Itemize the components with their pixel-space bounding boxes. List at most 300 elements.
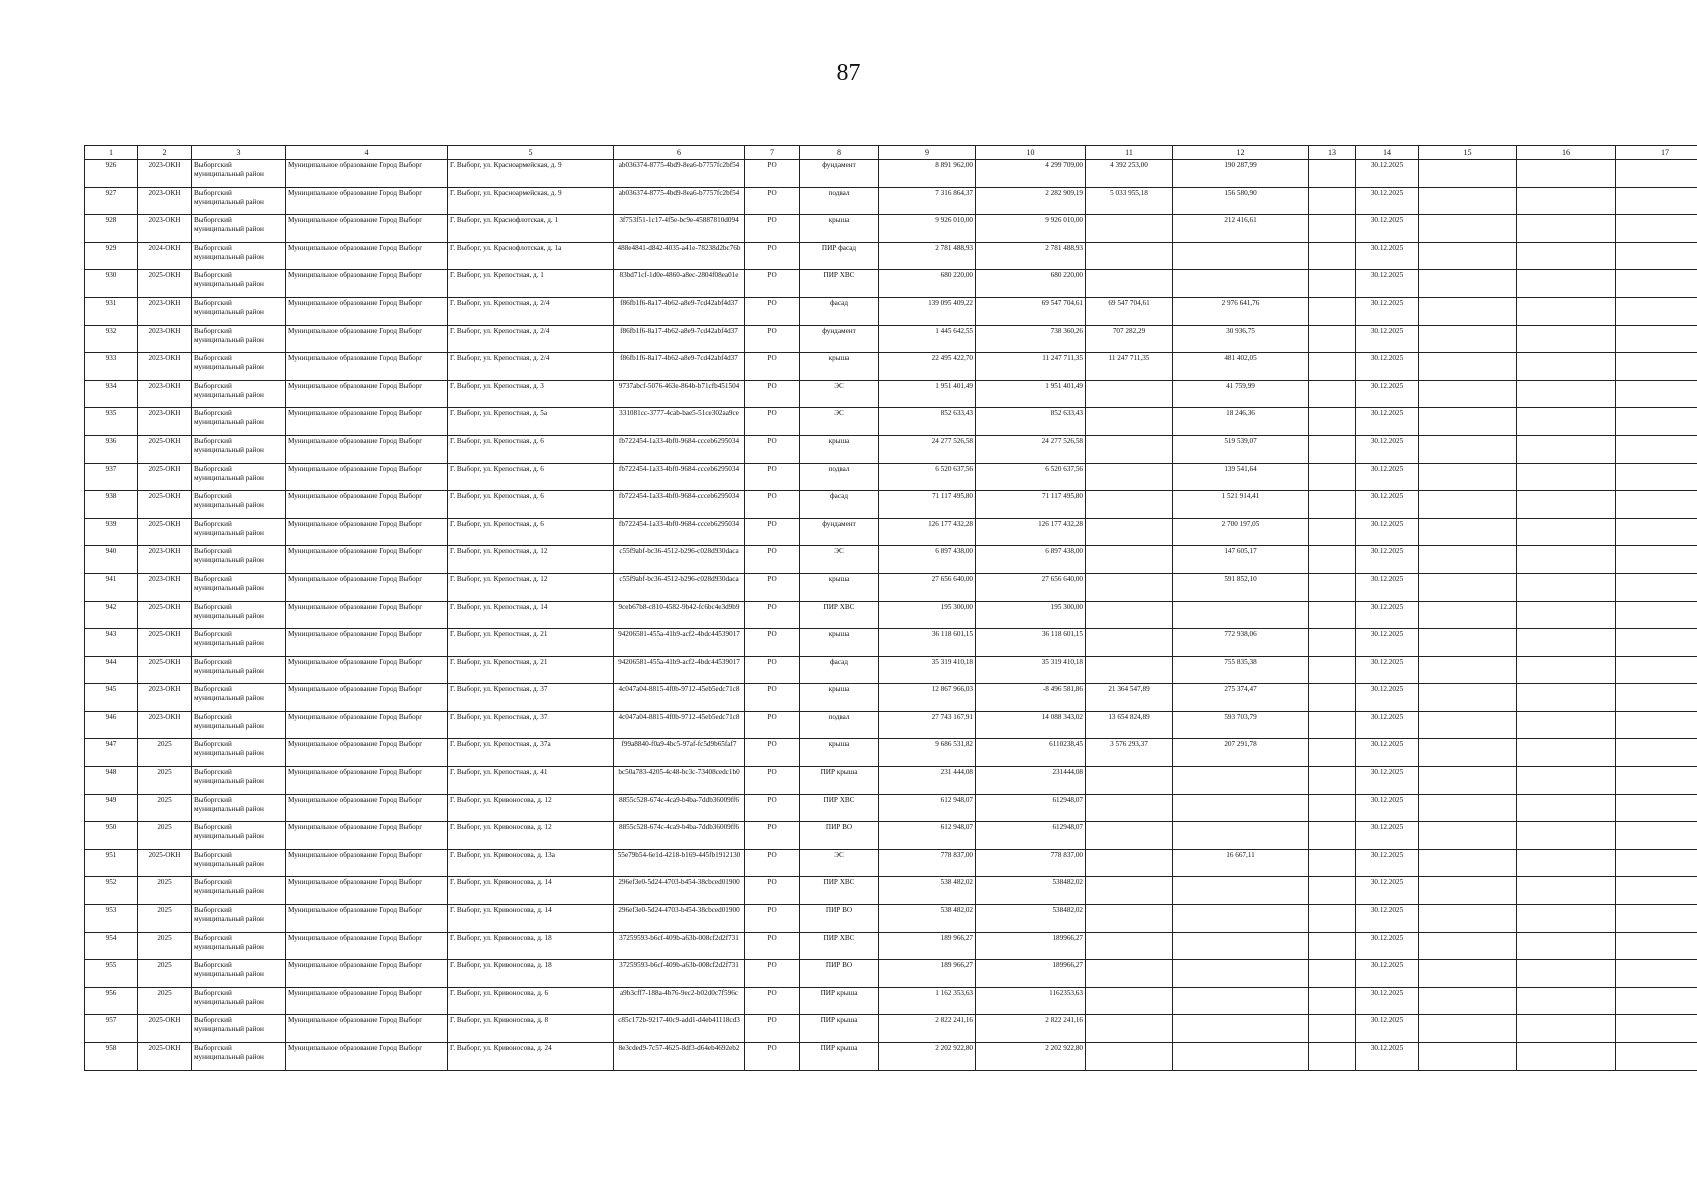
cell-house-guid: 9ceb67b8-c810-4582-9b42-fc6bc4e3d9b9 (614, 601, 745, 629)
cell-col-17 (1616, 187, 1697, 215)
cell-deadline-date: 30.12.2025 (1356, 905, 1419, 933)
cell-house-guid: 9737abcf-5076-463e-864b-b71cfb451504 (614, 380, 745, 408)
cell-funding-type: РО (745, 601, 800, 629)
cell-total-cost: 2 781 488,93 (879, 242, 976, 270)
cell-program-year: 2023-ОКН (138, 187, 192, 215)
cell-deadline-date: 30.12.2025 (1356, 794, 1419, 822)
cell-cost-col-10: 11 247 711,35 (976, 353, 1086, 381)
cell-funding-type: РО (745, 932, 800, 960)
cell-cost-col-12 (1173, 1043, 1309, 1071)
cell-col-13 (1309, 767, 1356, 795)
cell-row-number: 932 (85, 325, 138, 353)
cell-col-17 (1616, 849, 1697, 877)
cell-district: Выборгский муниципальный район (192, 380, 286, 408)
cell-col-16 (1517, 822, 1616, 850)
cell-cost-col-11 (1086, 1043, 1173, 1071)
cell-municipality: Муниципальное образование Город Выборг (286, 711, 448, 739)
cell-total-cost: 6 897 438,00 (879, 546, 976, 574)
cell-row-number: 944 (85, 656, 138, 684)
table-row (85, 1015, 1697, 1043)
cell-work-type: фундамент (800, 160, 879, 188)
cell-cost-col-11 (1086, 408, 1173, 436)
cell-deadline-date: 30.12.2025 (1356, 932, 1419, 960)
cell-deadline-date: 30.12.2025 (1356, 215, 1419, 243)
cell-cost-col-10: 2 781 488,93 (976, 242, 1086, 270)
cell-cost-col-10: 2 282 909,19 (976, 187, 1086, 215)
cell-row-number: 952 (85, 877, 138, 905)
cell-col-17 (1616, 160, 1697, 188)
cell-col-16 (1517, 739, 1616, 767)
cell-col-15 (1419, 822, 1517, 850)
cell-total-cost: 1 445 642,55 (879, 325, 976, 353)
cell-work-type: ЭС (800, 408, 879, 436)
cell-col-16 (1517, 160, 1616, 188)
cell-program-year: 2025-ОКН (138, 270, 192, 298)
cell-cost-col-10: 9 926 010,00 (976, 215, 1086, 243)
column-header-14: 14 (1356, 146, 1419, 160)
cell-col-17 (1616, 325, 1697, 353)
cell-col-15 (1419, 242, 1517, 270)
cell-address: Г. Выборг, ул. Крепостная, д. 14 (448, 601, 614, 629)
cell-cost-col-11 (1086, 242, 1173, 270)
column-header-6: 6 (614, 146, 745, 160)
cell-address: Г. Выборг, ул. Кривоносова, д. 12 (448, 822, 614, 850)
cell-program-year: 2025 (138, 767, 192, 795)
cell-cost-col-12 (1173, 601, 1309, 629)
cell-cost-col-11 (1086, 518, 1173, 546)
cell-cost-col-11 (1086, 905, 1173, 933)
cell-total-cost: 231 444,08 (879, 767, 976, 795)
cell-col-16 (1517, 767, 1616, 795)
cell-col-15 (1419, 325, 1517, 353)
cell-deadline-date: 30.12.2025 (1356, 684, 1419, 712)
column-header-3: 3 (192, 146, 286, 160)
cell-col-13 (1309, 546, 1356, 574)
cell-cost-col-10: 189966,27 (976, 960, 1086, 988)
cell-total-cost: 189 966,27 (879, 960, 976, 988)
cell-municipality: Муниципальное образование Город Выборг (286, 463, 448, 491)
cell-district: Выборгский муниципальный район (192, 270, 286, 298)
cell-district: Выборгский муниципальный район (192, 518, 286, 546)
cell-row-number: 957 (85, 1015, 138, 1043)
cell-house-guid: c85c172b-9217-40c9-add1-d4eb41118cd3 (614, 1015, 745, 1043)
cell-col-13 (1309, 1015, 1356, 1043)
cell-cost-col-11 (1086, 849, 1173, 877)
cell-municipality: Муниципальное образование Город Выборг (286, 353, 448, 381)
cell-col-16 (1517, 794, 1616, 822)
cell-municipality: Муниципальное образование Город Выборг (286, 629, 448, 657)
cell-program-year: 2025-ОКН (138, 601, 192, 629)
cell-deadline-date: 30.12.2025 (1356, 822, 1419, 850)
cell-cost-col-10: 126 177 432,28 (976, 518, 1086, 546)
cell-col-15 (1419, 353, 1517, 381)
cell-address: Г. Выборг, ул. Кривоносова, д. 14 (448, 905, 614, 933)
cell-cost-col-12: 16 667,11 (1173, 849, 1309, 877)
cell-district: Выборгский муниципальный район (192, 325, 286, 353)
cell-col-17 (1616, 353, 1697, 381)
cell-cost-col-10: 612948,07 (976, 822, 1086, 850)
cell-cost-col-12: 18 246,36 (1173, 408, 1309, 436)
cell-funding-type: РО (745, 380, 800, 408)
cell-program-year: 2025 (138, 960, 192, 988)
cell-work-type: ПИР ВО (800, 822, 879, 850)
cell-deadline-date: 30.12.2025 (1356, 353, 1419, 381)
cell-district: Выборгский муниципальный район (192, 932, 286, 960)
table-row (85, 767, 1697, 795)
cell-cost-col-12: 147 605,17 (1173, 546, 1309, 574)
cell-cost-col-10: 71 117 495,80 (976, 491, 1086, 519)
cell-district: Выборгский муниципальный район (192, 1043, 286, 1071)
cell-col-15 (1419, 960, 1517, 988)
cell-program-year: 2025-ОКН (138, 656, 192, 684)
cell-col-15 (1419, 297, 1517, 325)
cell-house-guid: 37259593-b6cf-409b-a63b-008cf2d2f731 (614, 932, 745, 960)
cell-col-15 (1419, 435, 1517, 463)
cell-funding-type: РО (745, 518, 800, 546)
cell-address: Г. Выборг, ул. Крепостная, д. 6 (448, 491, 614, 519)
table-row (85, 629, 1697, 657)
cell-work-type: подвал (800, 463, 879, 491)
cell-work-type: крыша (800, 435, 879, 463)
cell-col-15 (1419, 1043, 1517, 1071)
cell-col-17 (1616, 1043, 1697, 1071)
cell-deadline-date: 30.12.2025 (1356, 960, 1419, 988)
cell-municipality: Муниципальное образование Город Выборг (286, 739, 448, 767)
cell-total-cost: 12 867 966,03 (879, 684, 976, 712)
cell-col-17 (1616, 987, 1697, 1015)
cell-cost-col-11: 4 392 253,00 (1086, 160, 1173, 188)
cell-total-cost: 1 162 353,63 (879, 987, 976, 1015)
cell-cost-col-12: 593 703,79 (1173, 711, 1309, 739)
table-row (85, 960, 1697, 988)
table-row (85, 518, 1697, 546)
cell-district: Выборгский муниципальный район (192, 601, 286, 629)
cell-deadline-date: 30.12.2025 (1356, 546, 1419, 574)
cell-col-13 (1309, 187, 1356, 215)
cell-col-16 (1517, 656, 1616, 684)
cell-program-year: 2023-ОКН (138, 380, 192, 408)
cell-address: Г. Выборг, ул. Крепостная, д. 2/4 (448, 325, 614, 353)
cell-deadline-date: 30.12.2025 (1356, 187, 1419, 215)
cell-col-16 (1517, 849, 1616, 877)
cell-cost-col-10: 778 837,00 (976, 849, 1086, 877)
cell-program-year: 2025 (138, 905, 192, 933)
table-row (85, 270, 1697, 298)
cell-funding-type: РО (745, 463, 800, 491)
cell-address: Г. Выборг, ул. Крепостная, д. 6 (448, 518, 614, 546)
cell-district: Выборгский муниципальный район (192, 353, 286, 381)
cell-col-17 (1616, 491, 1697, 519)
cell-address: Г. Выборг, ул. Крепостная, д. 5а (448, 408, 614, 436)
cell-col-13 (1309, 518, 1356, 546)
cell-district: Выборгский муниципальный район (192, 684, 286, 712)
cell-house-guid: fb722454-1a33-4bf0-9684-ccceb6295034 (614, 491, 745, 519)
cell-row-number: 940 (85, 546, 138, 574)
cell-program-year: 2025-ОКН (138, 629, 192, 657)
table-body (85, 160, 1697, 1071)
cell-cost-col-11 (1086, 629, 1173, 657)
cell-house-guid: 4c047a04-8815-4f0b-9712-45eb5edc71c8 (614, 684, 745, 712)
cell-col-16 (1517, 987, 1616, 1015)
cell-col-13 (1309, 353, 1356, 381)
cell-col-15 (1419, 794, 1517, 822)
column-header-17: 17 (1616, 146, 1697, 160)
cell-deadline-date: 30.12.2025 (1356, 849, 1419, 877)
cell-cost-col-11 (1086, 573, 1173, 601)
cell-funding-type: РО (745, 160, 800, 188)
cell-total-cost: 9 686 531,82 (879, 739, 976, 767)
cell-col-16 (1517, 491, 1616, 519)
cell-col-15 (1419, 546, 1517, 574)
cell-total-cost: 1 951 401,49 (879, 380, 976, 408)
cell-col-13 (1309, 380, 1356, 408)
cell-col-16 (1517, 408, 1616, 436)
cell-cost-col-11: 707 282,29 (1086, 325, 1173, 353)
cell-funding-type: РО (745, 215, 800, 243)
cell-district: Выборгский муниципальный район (192, 711, 286, 739)
cell-total-cost: 36 118 601,15 (879, 629, 976, 657)
cell-district: Выборгский муниципальный район (192, 822, 286, 850)
cell-deadline-date: 30.12.2025 (1356, 297, 1419, 325)
cell-house-guid: f86fb1f6-8a17-4b62-a8e9-7cd42abf4d37 (614, 297, 745, 325)
cell-cost-col-12 (1173, 242, 1309, 270)
cell-row-number: 955 (85, 960, 138, 988)
cell-row-number: 953 (85, 905, 138, 933)
cell-municipality: Муниципальное образование Город Выборг (286, 960, 448, 988)
cell-address: Г. Выборг, ул. Кривоносова, д. 24 (448, 1043, 614, 1071)
cell-total-cost: 71 117 495,80 (879, 491, 976, 519)
cell-house-guid: 4c047a04-8815-4f0b-9712-45eb5edc71c8 (614, 711, 745, 739)
cell-work-type: крыша (800, 353, 879, 381)
cell-district: Выборгский муниципальный район (192, 546, 286, 574)
cell-house-guid: fb722454-1a33-4bf0-9684-ccceb6295034 (614, 518, 745, 546)
cell-row-number: 931 (85, 297, 138, 325)
cell-municipality: Муниципальное образование Город Выборг (286, 435, 448, 463)
cell-col-13 (1309, 573, 1356, 601)
cell-municipality: Муниципальное образование Город Выборг (286, 242, 448, 270)
cell-funding-type: РО (745, 491, 800, 519)
cell-district: Выборгский муниципальный район (192, 160, 286, 188)
cell-address: Г. Выборг, ул. Крепостная, д. 37 (448, 684, 614, 712)
cell-row-number: 937 (85, 463, 138, 491)
cell-address: Г. Выборг, ул. Кривоносова, д. 18 (448, 960, 614, 988)
cell-funding-type: РО (745, 435, 800, 463)
cell-col-17 (1616, 573, 1697, 601)
cell-col-16 (1517, 877, 1616, 905)
cell-col-16 (1517, 960, 1616, 988)
cell-col-13 (1309, 297, 1356, 325)
cell-col-13 (1309, 849, 1356, 877)
cell-cost-col-12 (1173, 905, 1309, 933)
cell-funding-type: РО (745, 1043, 800, 1071)
cell-col-15 (1419, 187, 1517, 215)
cell-col-16 (1517, 1015, 1616, 1043)
table-row (85, 573, 1697, 601)
cell-cost-col-10: 195 300,00 (976, 601, 1086, 629)
cell-address: Г. Выборг, ул. Кривоносова, д. 12 (448, 794, 614, 822)
cell-funding-type: РО (745, 573, 800, 601)
cell-col-13 (1309, 960, 1356, 988)
cell-district: Выборгский муниципальный район (192, 877, 286, 905)
column-header-2: 2 (138, 146, 192, 160)
cell-address: Г. Выборг, ул. Крепостная, д. 41 (448, 767, 614, 795)
cell-municipality: Муниципальное образование Город Выборг (286, 1015, 448, 1043)
cell-cost-col-11 (1086, 1015, 1173, 1043)
cell-house-guid: ab036374-8775-4bd9-8ea6-b7757fc2bf54 (614, 187, 745, 215)
cell-work-type: ПИР ХВС (800, 932, 879, 960)
cell-work-type: ЭС (800, 546, 879, 574)
cell-district: Выборгский муниципальный район (192, 767, 286, 795)
cell-col-15 (1419, 739, 1517, 767)
cell-col-15 (1419, 629, 1517, 657)
cell-program-year: 2023-ОКН (138, 325, 192, 353)
cell-work-type: фасад (800, 491, 879, 519)
cell-cost-col-11 (1086, 822, 1173, 850)
cell-house-guid: 488e4841-d842-4035-a41e-78238d2bc76b (614, 242, 745, 270)
cell-cost-col-11 (1086, 656, 1173, 684)
cell-district: Выборгский муниципальный район (192, 960, 286, 988)
cell-address: Г. Выборг, ул. Кривоносова, д. 13а (448, 849, 614, 877)
cell-cost-col-12: 755 835,38 (1173, 656, 1309, 684)
cell-total-cost: 538 482,02 (879, 905, 976, 933)
cell-cost-col-11 (1086, 380, 1173, 408)
cell-program-year: 2025 (138, 822, 192, 850)
cell-municipality: Муниципальное образование Город Выборг (286, 822, 448, 850)
table-row (85, 684, 1697, 712)
cell-district: Выборгский муниципальный район (192, 794, 286, 822)
cell-work-type: ЭС (800, 380, 879, 408)
cell-row-number: 956 (85, 987, 138, 1015)
cell-house-guid: f86fb1f6-8a17-4b62-a8e9-7cd42abf4d37 (614, 353, 745, 381)
cell-funding-type: РО (745, 408, 800, 436)
cell-deadline-date: 30.12.2025 (1356, 629, 1419, 657)
cell-deadline-date: 30.12.2025 (1356, 518, 1419, 546)
cell-col-16 (1517, 325, 1616, 353)
cell-cost-col-12: 519 539,07 (1173, 435, 1309, 463)
table-row (85, 242, 1697, 270)
cell-work-type: фасад (800, 297, 879, 325)
table-row (85, 711, 1697, 739)
cell-cost-col-11 (1086, 491, 1173, 519)
cell-work-type: ЭС (800, 849, 879, 877)
cell-house-guid: bc50a783-4205-4c48-bc3c-73408cedc1b0 (614, 767, 745, 795)
cell-deadline-date: 30.12.2025 (1356, 160, 1419, 188)
cell-total-cost: 27 743 167,91 (879, 711, 976, 739)
cell-total-cost: 139 095 409,22 (879, 297, 976, 325)
cell-row-number: 927 (85, 187, 138, 215)
cell-col-13 (1309, 877, 1356, 905)
cell-col-17 (1616, 601, 1697, 629)
cell-district: Выборгский муниципальный район (192, 905, 286, 933)
cell-work-type: подвал (800, 187, 879, 215)
cell-cost-col-10: 69 547 704,61 (976, 297, 1086, 325)
cell-cost-col-10: 189966,27 (976, 932, 1086, 960)
cell-district: Выборгский муниципальный район (192, 573, 286, 601)
cell-funding-type: РО (745, 297, 800, 325)
cell-total-cost: 22 495 422,70 (879, 353, 976, 381)
cell-col-17 (1616, 877, 1697, 905)
cell-municipality: Муниципальное образование Город Выборг (286, 849, 448, 877)
cell-col-13 (1309, 684, 1356, 712)
cell-total-cost: 680 220,00 (879, 270, 976, 298)
cell-district: Выборгский муниципальный район (192, 739, 286, 767)
cell-cost-col-10: 231444,08 (976, 767, 1086, 795)
cell-house-guid: 296ef3e0-5d24-4703-b454-38cbced01900 (614, 905, 745, 933)
table-row (85, 877, 1697, 905)
cell-program-year: 2025-ОКН (138, 491, 192, 519)
cell-row-number: 942 (85, 601, 138, 629)
cell-col-13 (1309, 160, 1356, 188)
cell-cost-col-12 (1173, 987, 1309, 1015)
cell-cost-col-10: 538482,02 (976, 905, 1086, 933)
cell-municipality: Муниципальное образование Город Выборг (286, 380, 448, 408)
cell-address: Г. Выборг, ул. Крепостная, д. 2/4 (448, 297, 614, 325)
cell-cost-col-11: 69 547 704,61 (1086, 297, 1173, 325)
cell-funding-type: РО (745, 325, 800, 353)
cell-house-guid: 331081cc-3777-4cab-bae5-51ce302aa9ce (614, 408, 745, 436)
cell-work-type: ПИР крыша (800, 1015, 879, 1043)
cell-house-guid: 94206581-455a-41b9-acf2-4bdc44539017 (614, 656, 745, 684)
cell-municipality: Муниципальное образование Город Выборг (286, 215, 448, 243)
cell-work-type: крыша (800, 215, 879, 243)
cell-col-16 (1517, 711, 1616, 739)
cell-col-13 (1309, 656, 1356, 684)
cell-funding-type: РО (745, 849, 800, 877)
cell-house-guid: 55e79b54-6e1d-4218-b169-445fb1912130 (614, 849, 745, 877)
cell-col-15 (1419, 270, 1517, 298)
cell-address: Г. Выборг, ул. Крепостная, д. 37 (448, 711, 614, 739)
cell-col-15 (1419, 932, 1517, 960)
cell-program-year: 2023-ОКН (138, 684, 192, 712)
table-row (85, 794, 1697, 822)
cell-cost-col-12 (1173, 960, 1309, 988)
cell-municipality: Муниципальное образование Город Выборг (286, 905, 448, 933)
cell-municipality: Муниципальное образование Город Выборг (286, 932, 448, 960)
cell-program-year: 2025 (138, 987, 192, 1015)
cell-row-number: 954 (85, 932, 138, 960)
cell-col-16 (1517, 242, 1616, 270)
cell-municipality: Муниципальное образование Город Выборг (286, 601, 448, 629)
cell-col-16 (1517, 1043, 1616, 1071)
cell-cost-col-10: 6110238,45 (976, 739, 1086, 767)
cell-total-cost: 2 202 922,80 (879, 1043, 976, 1071)
column-header-5: 5 (448, 146, 614, 160)
cell-deadline-date: 30.12.2025 (1356, 325, 1419, 353)
cell-row-number: 943 (85, 629, 138, 657)
cell-funding-type: РО (745, 684, 800, 712)
cell-funding-type: РО (745, 242, 800, 270)
table-row (85, 822, 1697, 850)
table-row (85, 408, 1697, 436)
cell-district: Выборгский муниципальный район (192, 242, 286, 270)
cell-deadline-date: 30.12.2025 (1356, 408, 1419, 436)
cell-funding-type: РО (745, 1015, 800, 1043)
cell-house-guid: fb722454-1a33-4bf0-9684-ccceb6295034 (614, 463, 745, 491)
cell-house-guid: f86fb1f6-8a17-4b62-a8e9-7cd42abf4d37 (614, 325, 745, 353)
cell-district: Выборгский муниципальный район (192, 1015, 286, 1043)
cell-col-15 (1419, 408, 1517, 436)
cell-cost-col-11: 13 654 824,89 (1086, 711, 1173, 739)
table-row (85, 380, 1697, 408)
cell-col-13 (1309, 739, 1356, 767)
cell-row-number: 951 (85, 849, 138, 877)
cell-row-number: 947 (85, 739, 138, 767)
cell-deadline-date: 30.12.2025 (1356, 767, 1419, 795)
cell-cost-col-10: 2 822 241,16 (976, 1015, 1086, 1043)
cell-col-16 (1517, 435, 1616, 463)
cell-cost-col-11 (1086, 767, 1173, 795)
cell-address: Г. Выборг, ул. Крепостная, д. 3 (448, 380, 614, 408)
